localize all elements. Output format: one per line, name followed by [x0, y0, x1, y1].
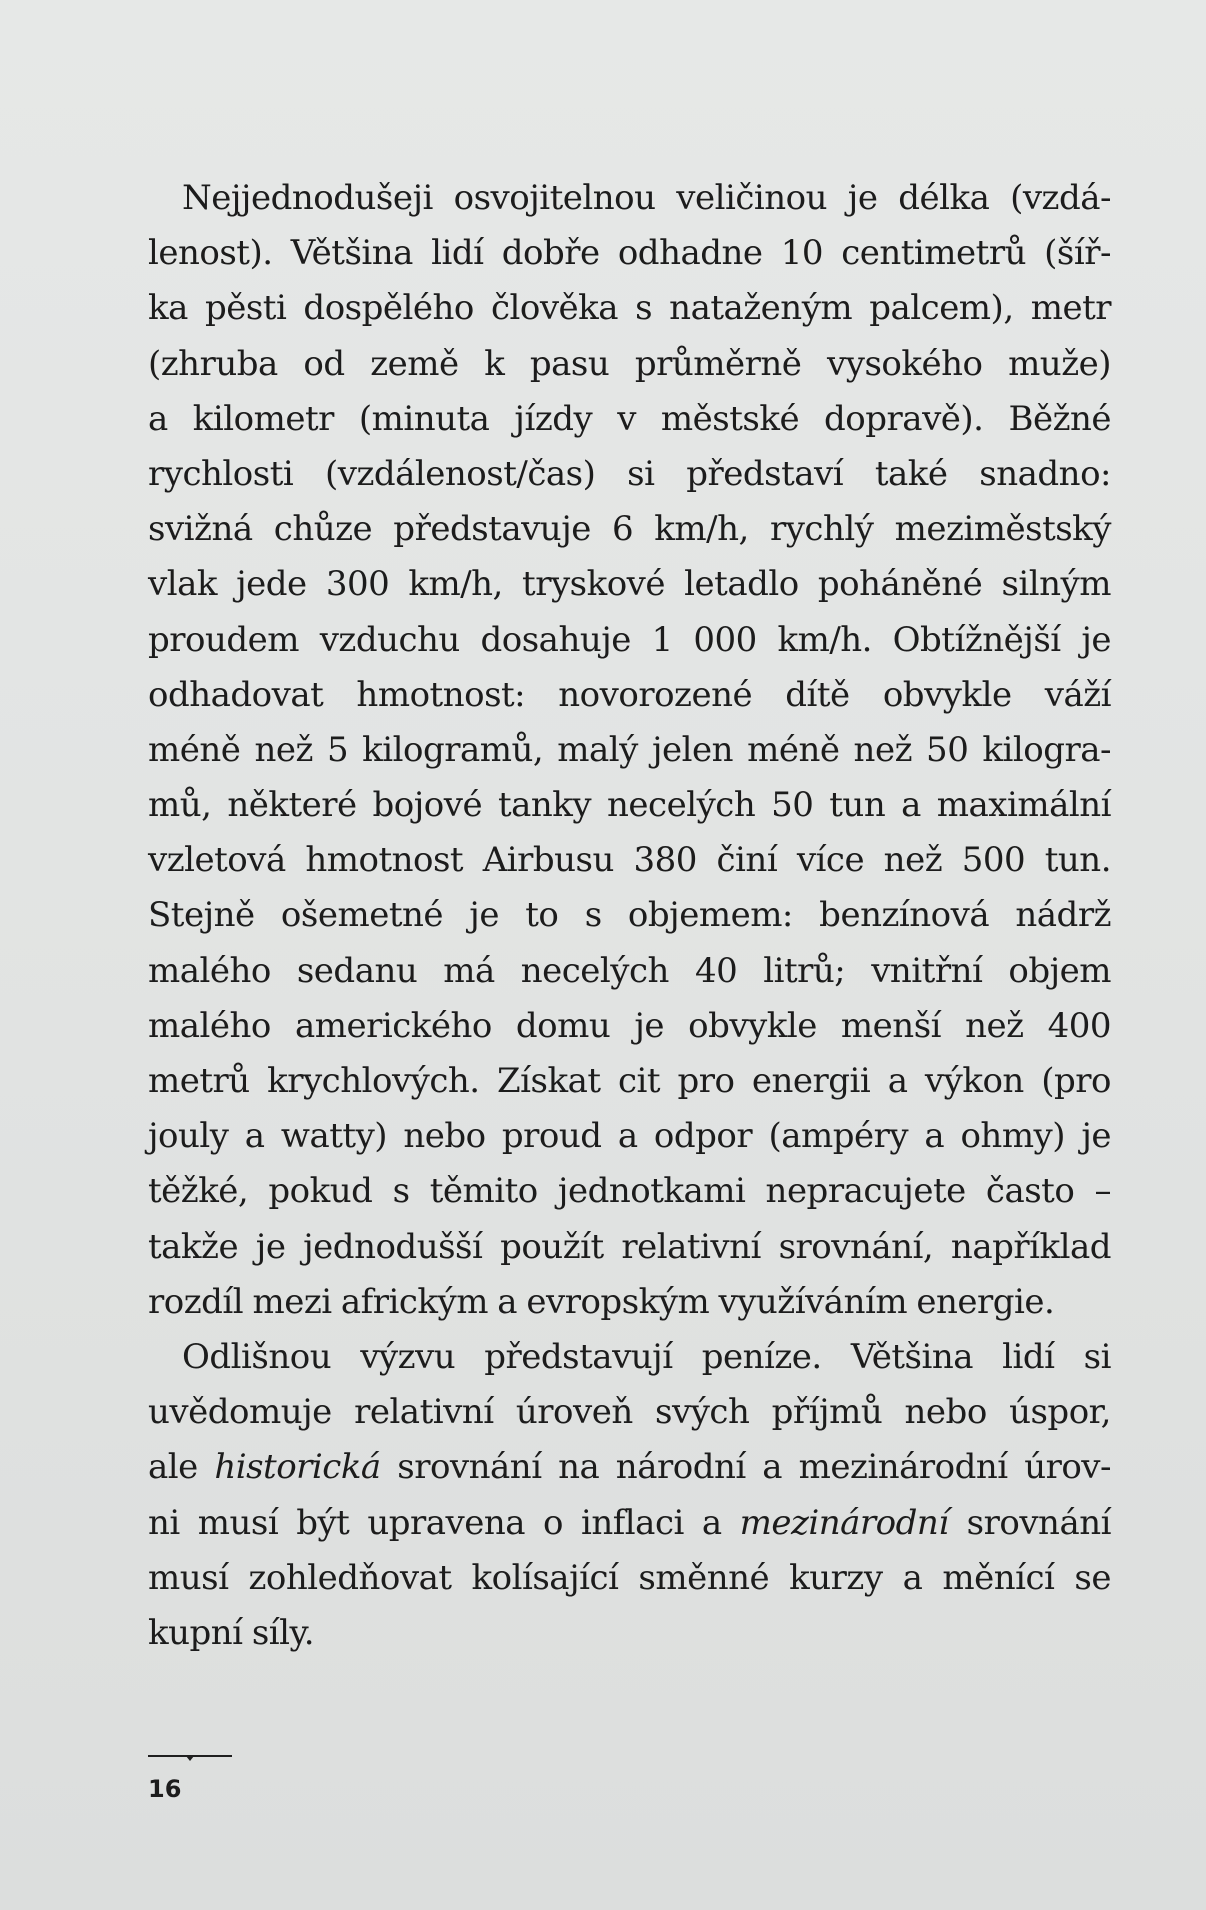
text-line: mů, některé bojové tanky necelých 50 tun a maximální [148, 785, 1111, 826]
text-line: těžké, pokud s těmito jednotkami nepracujete často – [148, 1171, 1111, 1212]
text-line: Stejně ošemetné je to s objemem: benzínová nádrž [148, 895, 1111, 936]
text-line: jouly a watty) nebo proud a odpor (ampéry a ohmy) je [148, 1116, 1111, 1157]
page-number: 16 [148, 1775, 182, 1803]
text-line: rozdíl mezi africkým a evropským využíváním energie. [148, 1281, 1055, 1322]
text-line: malého sedanu má necelých 40 litrů; vnitřní objem [148, 950, 1111, 991]
text-line: vlak jede 300 km/h, tryskové letadlo poháněné silným [148, 564, 1111, 605]
text-line: proudem vzduchu dosahuje 1 000 km/h. Obtížnější je [148, 619, 1111, 660]
text-line: rychlosti (vzdálenost/čas) si představí také snadno: [148, 453, 1111, 494]
text-line: vzletová hmotnost Airbusu 380 činí více než 500 tun. [148, 840, 1111, 881]
body-text [148, 171, 1111, 1661]
text-line: a kilometr (minuta jízdy v městské dopravě). Běžné [148, 398, 1111, 439]
text-line: Odlišnou výzvu představují peníze. Většina lidí si [182, 1336, 1111, 1377]
text-line: malého amerického domu je obvykle menší než 400 [148, 1005, 1111, 1046]
footer-rule [148, 1755, 232, 1757]
text-line: takže je jednodušší použít relativní srovnání, například [148, 1226, 1111, 1267]
text-line: (zhruba od země k pasu průměrně vysokého muže) [148, 343, 1111, 384]
text-line: kupní síly. [148, 1612, 315, 1653]
text-line: Nejjednodušeji osvojitelnou veličinou je délka (vzdá- [182, 178, 1111, 218]
text-line: metrů krychlových. Získat cit pro energii a výkon (pro [148, 1061, 1111, 1101]
text-line: ni musí být upravena o inflaci a mezinárodní srovnání [148, 1502, 1111, 1543]
emphasis-historicka: historická [214, 1447, 381, 1488]
text-line: ale historická srovnání na národní a mezinárodní úrov- [148, 1447, 1112, 1488]
text-line: lenost). Většina lidí dobře odhadne 10 centimetrů (šíř- [148, 233, 1111, 274]
text-line: odhadovat hmotnost: novorozené dítě obvykle váží [148, 674, 1111, 715]
text-line: ka pěsti dospělého člověka s nataženým palcem), metr [148, 288, 1111, 329]
emphasis-mezinarodni: mezinárodní [739, 1502, 949, 1543]
text-line: méně než 5 kilogramů, malý jelen méně než 50 kilogra- [148, 729, 1111, 770]
text-line: svižná chůze představuje 6 km/h, rychlý meziměstský [148, 509, 1111, 550]
text-line: uvědomuje relativní úroveň svých příjmů nebo úspor, [148, 1392, 1111, 1433]
text-line: musí zohledňovat kolísající směnné kurzy a měnící se [148, 1557, 1111, 1598]
